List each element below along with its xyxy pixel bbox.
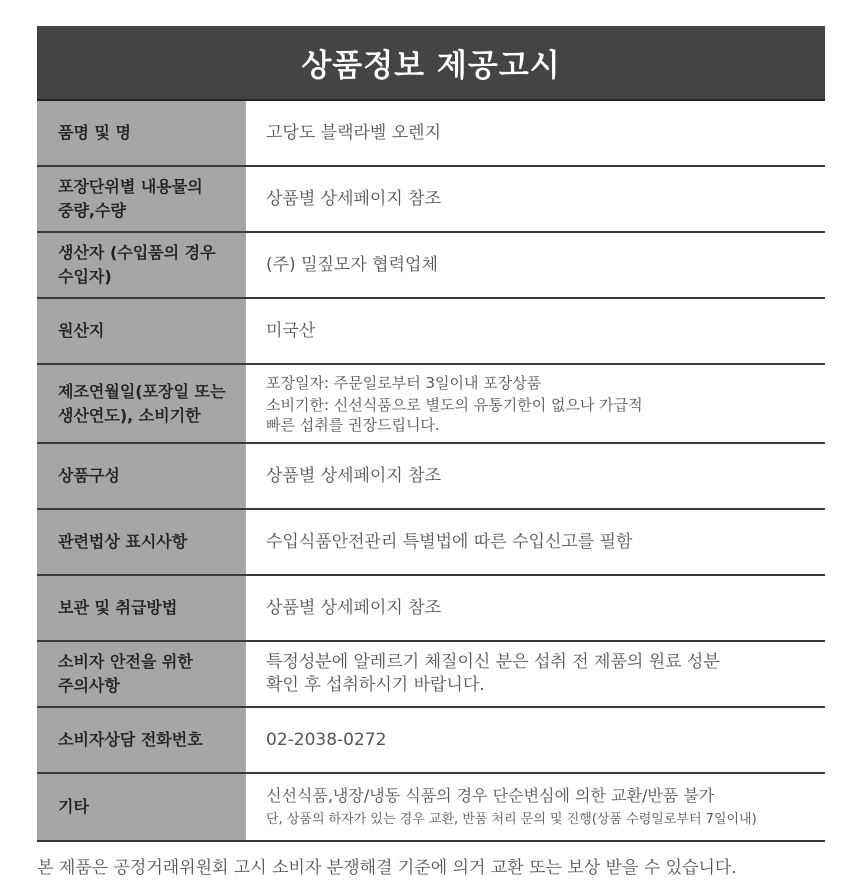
row-value — [246, 773, 825, 841]
row-value-line: 특정성분에 알레르기 체질이신 분은 섭취 전 제품의 원료 성분 — [266, 652, 720, 672]
table-row — [37, 443, 825, 509]
row-value — [246, 101, 825, 166]
row-value-line: 02-2038-0272 — [266, 729, 387, 750]
table-row — [37, 364, 825, 443]
row-label-line: 수입자) — [58, 267, 112, 286]
row-value-line: 신선식품,냉장/냉동 식품의 경우 단순변심에 의한 교환/반품 불가 — [266, 786, 715, 805]
row-label-line: 생산연도), 소비기한 — [58, 405, 201, 425]
row-label-line: 기타 — [58, 797, 89, 816]
row-value — [246, 298, 825, 364]
footer-note: 본 제품은 공정거래위원회 고시 소비자 분쟁해결 기준에 의거 교환 또는 보상 받을 수 있습니다. — [37, 858, 737, 878]
row-label-line: 소비자상담 전화번호 — [58, 730, 203, 749]
row-label — [37, 364, 246, 443]
row-value — [246, 364, 825, 443]
table-row — [37, 707, 825, 773]
row-label-line: 주의사항 — [58, 676, 120, 695]
row-label-line: 관련법상 표시사항 — [58, 532, 188, 551]
notice-title: 상품정보 제공고시 — [37, 26, 825, 101]
row-label — [37, 641, 246, 707]
row-label — [37, 232, 246, 298]
row-label — [37, 443, 246, 509]
product-info-notice — [37, 26, 825, 842]
table-row — [37, 232, 825, 298]
row-value-line: 단, 상품의 하자가 있는 경우 교환, 반품 처리 문의 및 진행(상품 수령일로부터 7일이내) — [266, 812, 757, 827]
row-value-line: 고당도 블랙라벨 오렌지 — [266, 122, 442, 143]
row-value-line: 포장일자: 주문일로부터 3일이내 포장상품 — [266, 373, 542, 392]
row-label-line: 중량,수량 — [58, 201, 126, 220]
row-label-line: 생산자 (수입품의 경우 — [58, 243, 216, 262]
row-value — [246, 575, 825, 641]
row-value — [246, 232, 825, 298]
row-value-line: 소비기한: 신선식품으로 별도의 유통기한이 없으나 가급적 — [266, 395, 643, 414]
row-value — [246, 509, 825, 575]
row-label — [37, 773, 246, 841]
row-value-line: 미국산 — [266, 320, 316, 341]
row-value-line: 확인 후 섭취하시기 바랍니다. — [266, 675, 485, 695]
row-value-line: 상품별 상세페이지 참조 — [266, 465, 442, 486]
row-label — [37, 101, 246, 166]
row-value-line: 수입식품안전관리 특별법에 따른 수입신고를 필함 — [266, 531, 633, 552]
row-label — [37, 166, 246, 232]
row-value — [246, 641, 825, 707]
info-table — [37, 101, 825, 842]
row-value — [246, 166, 825, 232]
row-value-line: 상품별 상세페이지 참조 — [266, 597, 442, 618]
row-label — [37, 298, 246, 364]
table-row — [37, 166, 825, 232]
table-row — [37, 575, 825, 641]
row-label-line: 포장단위별 내용물의 — [58, 177, 203, 196]
row-label-line: 품명 및 명 — [58, 123, 131, 142]
row-label — [37, 509, 246, 575]
table-row — [37, 298, 825, 364]
row-label-line: 제조연월일(포장일 또는 — [58, 381, 226, 401]
table-row — [37, 101, 825, 166]
row-value — [246, 443, 825, 509]
row-label — [37, 575, 246, 641]
row-value-line: 상품별 상세페이지 참조 — [266, 188, 442, 209]
row-label-line: 상품구성 — [58, 466, 120, 485]
row-value — [246, 707, 825, 773]
row-label — [37, 707, 246, 773]
row-label-line: 소비자 안전을 위한 — [58, 652, 193, 671]
table-row — [37, 641, 825, 707]
row-label-line: 보관 및 취급방법 — [58, 598, 178, 617]
row-value-line: (주) 밀짚모자 협력업체 — [266, 254, 438, 275]
row-label-line: 원산지 — [58, 321, 105, 340]
table-row — [37, 773, 825, 841]
row-value-line: 빠른 섭취를 권장드립니다. — [266, 415, 440, 434]
table-row — [37, 509, 825, 575]
